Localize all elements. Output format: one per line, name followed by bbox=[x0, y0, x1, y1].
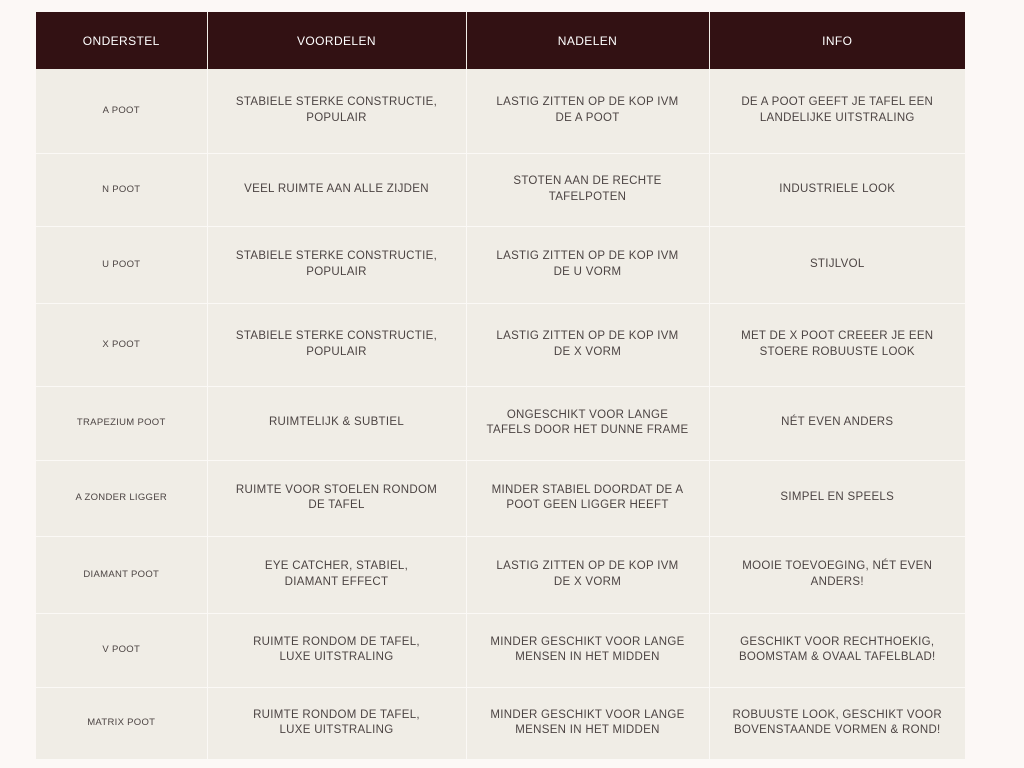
cell-nadelen: MINDER STABIEL DOORDAT DE A POOT GEEN LIGGER HEEFT bbox=[466, 460, 709, 536]
column-header-voordelen: VOORDELEN bbox=[207, 12, 466, 69]
cell-nadelen: LASTIG ZITTEN OP DE KOP IVM DE X VORM bbox=[466, 536, 709, 613]
cell-voordelen bbox=[207, 687, 466, 759]
cell-info: ROBUUSTE LOOK, GESCHIKT VOOR BOVENSTAANDE VORMEN & ROND! bbox=[709, 687, 965, 759]
table-row bbox=[36, 536, 965, 613]
table-header bbox=[36, 12, 965, 69]
cell-nadelen: MINDER GESCHIKT VOOR LANGE MENSEN IN HET MIDDEN bbox=[466, 613, 709, 687]
column-header-nadelen: NADELEN bbox=[466, 12, 709, 69]
cell-info: INDUSTRIELE LOOK bbox=[709, 153, 965, 226]
cell-onderstel: A ZONDER LIGGER bbox=[36, 460, 207, 536]
cell-voordelen-text: EYE CATCHER, STABIEL, DIAMANT EFFECT bbox=[264, 560, 409, 588]
cell-voordelen-text: RUIMTE RONDOM DE TAFEL, LUXE UITSTRALING bbox=[253, 708, 420, 736]
table-row bbox=[36, 226, 965, 303]
cell-voordelen-text: RUIMTE RONDOM DE TAFEL, LUXE UITSTRALING bbox=[253, 635, 420, 663]
table-row bbox=[36, 613, 965, 687]
comparison-table bbox=[36, 12, 965, 760]
cell-voordelen bbox=[207, 536, 466, 613]
table-row bbox=[36, 303, 965, 386]
cell-info: STIJLVOL bbox=[709, 226, 965, 303]
column-header-info: INFO bbox=[709, 12, 965, 69]
cell-info: GESCHIKT VOOR RECHTHOEKIG, BOOMSTAM & OVAAL TAFELBLAD! bbox=[709, 613, 965, 687]
cell-voordelen: VEEL RUIMTE AAN ALLE ZIJDEN bbox=[207, 153, 466, 226]
column-header-onderstel: ONDERSTEL bbox=[36, 12, 207, 69]
cell-info: DE A POOT GEEFT JE TAFEL EEN LANDELIJKE UITSTRALING bbox=[709, 69, 965, 153]
cell-onderstel: U POOT bbox=[36, 226, 207, 303]
cell-info: NÉT EVEN ANDERS bbox=[709, 386, 965, 460]
cell-nadelen: MINDER GESCHIKT VOOR LANGE MENSEN IN HET MIDDEN bbox=[466, 687, 709, 759]
cell-nadelen: LASTIG ZITTEN OP DE KOP IVM DE U VORM bbox=[466, 226, 709, 303]
table-row bbox=[36, 386, 965, 460]
cell-nadelen: LASTIG ZITTEN OP DE KOP IVM DE X VORM bbox=[466, 303, 709, 386]
cell-voordelen: STABIELE STERKE CONSTRUCTIE, POPULAIR bbox=[207, 69, 466, 153]
cell-nadelen: STOTEN AAN DE RECHTE TAFELPOTEN bbox=[466, 153, 709, 226]
cell-info: SIMPEL EN SPEELS bbox=[709, 460, 965, 536]
table-body bbox=[36, 69, 965, 759]
cell-nadelen: ONGESCHIKT VOOR LANGE TAFELS DOOR HET DUNNE FRAME bbox=[466, 386, 709, 460]
cell-voordelen bbox=[207, 613, 466, 687]
comparison-table-container bbox=[36, 12, 965, 760]
cell-voordelen: RUIMTELIJK & SUBTIEL bbox=[207, 386, 466, 460]
table-row bbox=[36, 460, 965, 536]
table-row bbox=[36, 69, 965, 153]
cell-info: MET DE X POOT CREEER JE EEN STOERE ROBUUSTE LOOK bbox=[709, 303, 965, 386]
cell-info: MOOIE TOEVOEGING, NÉT EVEN ANDERS! bbox=[709, 536, 965, 613]
cell-onderstel: DIAMANT POOT bbox=[36, 536, 207, 613]
cell-onderstel: MATRIX POOT bbox=[36, 687, 207, 759]
cell-onderstel: V POOT bbox=[36, 613, 207, 687]
cell-voordelen: RUIMTE VOOR STOELEN RONDOM DE TAFEL bbox=[207, 460, 466, 536]
cell-nadelen: LASTIG ZITTEN OP DE KOP IVM DE A POOT bbox=[466, 69, 709, 153]
table-row bbox=[36, 687, 965, 759]
cell-onderstel: X POOT bbox=[36, 303, 207, 386]
header-row bbox=[36, 12, 965, 69]
cell-onderstel: TRAPEZIUM POOT bbox=[36, 386, 207, 460]
cell-onderstel: A POOT bbox=[36, 69, 207, 153]
cell-voordelen: STABIELE STERKE CONSTRUCTIE, POPULAIR bbox=[207, 303, 466, 386]
cell-voordelen: STABIELE STERKE CONSTRUCTIE, POPULAIR bbox=[207, 226, 466, 303]
cell-onderstel: N POOT bbox=[36, 153, 207, 226]
table-row bbox=[36, 153, 965, 226]
